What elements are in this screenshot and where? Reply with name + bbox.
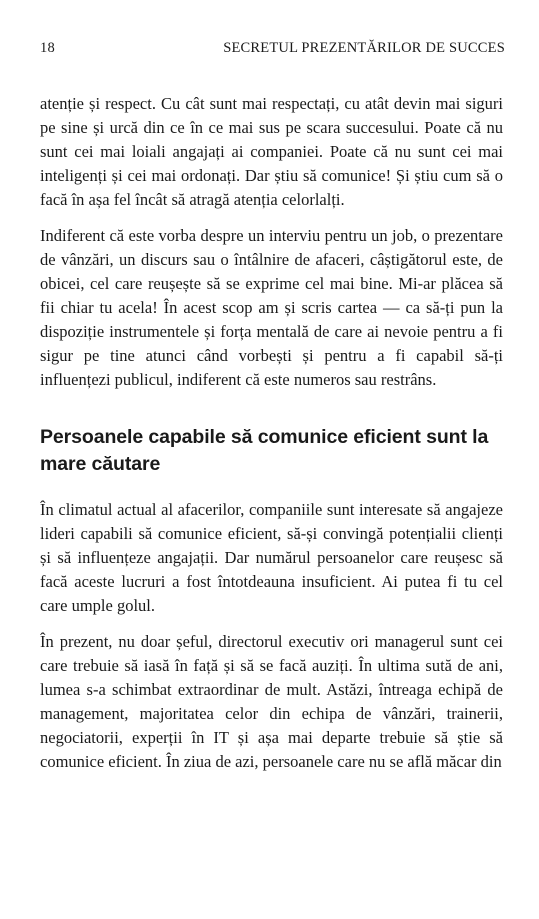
page-body [40,92,503,774]
body-paragraph-1: atenție și respect. Cu cât sunt mai respectați, cu atât devin mai siguri pe sine și urcă din ce în ce mai sus pe scara succesului. Poate că nu sunt cei mai loiali angajați ai companiei. Poate că nu sunt cei mai inteligenți și cei mai ordonați. Dar știu să comunice! Și știu cum să o facă în așa fel încât să atragă atenția celorlalți. [40,94,503,209]
page-number: 18 [40,40,55,56]
page-header [40,40,505,62]
body-paragraph-2: Indiferent că este vorba despre un interviu pentru un job, o prezentare de vânzări, un discurs sau o întâlnire de afaceri, câștigătorul este, de obicei, cel care reușește să se exprime cel mai bine. Mi-ar plăcea să fii chiar tu acela! În acest scop am și scris cartea — ca să-ți pun la dispoziție instrumentele și forța mentală de care ai nevoie pentru a fi sigur pe tine atunci când vorbești și pentru a fi capabil să-ți influențezi publicul, indiferent că este numeros sau restrâns. [40,226,503,389]
running-title: SECRETUL PREZENTĂRILOR DE SUCCES [223,40,505,56]
section-paragraph-2: În prezent, nu doar șeful, directorul executiv ori managerul sunt cei care trebuie să iasă în față și să se facă auziți. În ultima sută de ani, lumea s-a schimbat extraordinar de mult. Astăzi, întreaga echipă de management, majoritatea celor din echipa de vânzări, trainerii, negociatorii, experții în IT și așa mai departe trebuie să știe să comunice eficient. În ziua de azi, persoanele care nu se află măcar din [40,632,503,771]
section-paragraph-1: În climatul actual al afacerilor, companiile sunt interesate să angajeze lideri capabili să comunice eficient, să-și convingă potențialii clienți și să influențeze angajații. Dar numărul persoanelor care reușesc să facă aceste lucruri a fost întotdeauna insuficient. Ai putea fi tu cel care umple golul. [40,500,503,615]
section-heading: Persoanele capabile să comunice eficient sunt la mare căutare [40,426,489,475]
